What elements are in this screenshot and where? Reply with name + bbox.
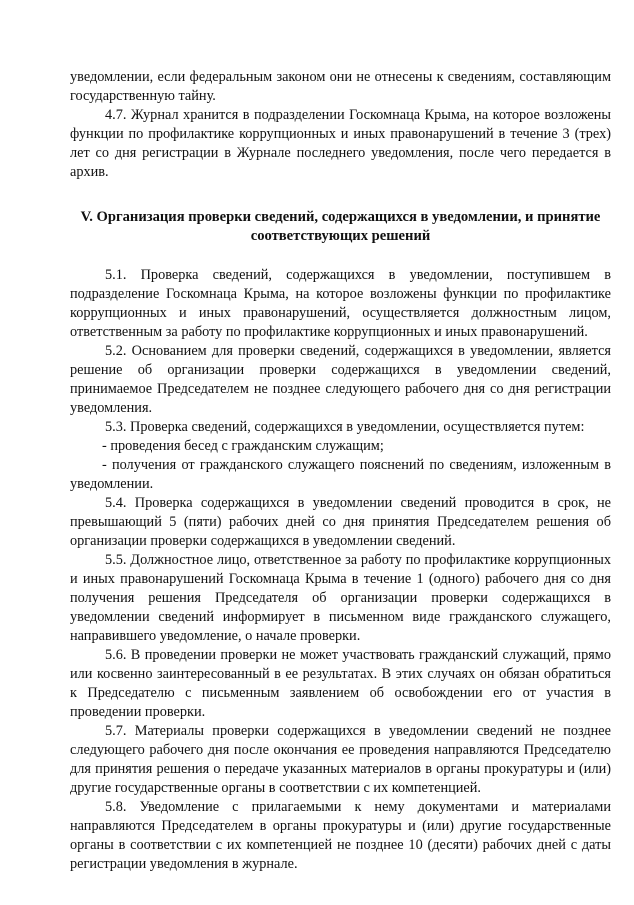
list-item: - получения от гражданского служащего пояснений по сведениям, изложенным в уведомлении. xyxy=(70,457,611,492)
paragraph-5-3: 5.3. Проверка сведений, содержащихся в уведомлении, осуществляется путем: xyxy=(105,419,585,435)
paragraph-5-8: 5.8. Уведомление с прилагаемыми к нему документами и материалами направляются Председателем в органы прокуратуры и (или) другие государственные органы в соответствии с их компетенцией не позднее 10 (десяти) рабочих дней с даты регистрации уведомления в журнале. xyxy=(70,799,611,872)
document-page xyxy=(70,68,611,874)
paragraph-5-7: 5.7. Материалы проверки содержащихся в уведомлении сведений не позднее следующего рабочего дня после окончания ее проведения направляются Председателю для принятия решения о передаче указанных материалов в органы прокуратуры и (или) другие государственные органы в соответствии с их компетенцией. xyxy=(70,723,611,796)
paragraph-5-5: 5.5. Должностное лицо, ответственное за работу по профилактике коррупционных и иных правонарушений Госкомнаца Крыма в течение 1 (одного) рабочего дня со дня получения решения Председателя об организации проверки содержащихся в уведомлении сведений информирует в письменном виде гражданского служащего, направившего уведомление, о начале проверки. xyxy=(70,552,611,644)
paragraph-5-4: 5.4. Проверка содержащихся в уведомлении сведений проводится в срок, не превышающий 5 (пяти) рабочих дней со дня принятия Председателем решения об организации проверки содержащихся в уведомлении сведений. xyxy=(70,495,611,549)
paragraph-continuation: уведомлении, если федеральным законом они не отнесены к сведениям, составляющим государственную тайну. xyxy=(70,69,611,104)
paragraph-5-1: 5.1. Проверка сведений, содержащихся в уведомлении, поступившем в подразделение Госкомнаца Крыма, на которое возложены функции по профилактике коррупционных и иных правонарушений, осуществляется должностным лицом, ответственным за работу по профилактике коррупционных и иных правонарушений. xyxy=(70,267,611,340)
paragraph-5-6: 5.6. В проведении проверки не может участвовать гражданский служащий, прямо или косвенно заинтересованный в ее результатах. В этих случаях он обязан обратиться к Председателю с письменным заявлением об освобождении его от участия в проведении проверки. xyxy=(70,647,611,720)
list-item: - проведения бесед с гражданским служащим; xyxy=(102,438,384,454)
section-heading: V. Организация проверки сведений, содержащихся в уведомлении, и принятие соответствующих решений xyxy=(80,209,601,244)
paragraph-5-2: 5.2. Основанием для проверки сведений, содержащихся в уведомлении, является решение об организации проверки содержащихся в уведомлении сведений, принимаемое Председателем не позднее следующего рабочего дня со дня регистрации уведомления. xyxy=(70,343,611,416)
paragraph-4-7: 4.7. Журнал хранится в подразделении Госкомнаца Крыма, на которое возложены функции по профилактике коррупционных и иных правонарушений в течение 3 (трех) лет со дня регистрации в Журнале последнего уведомления, после чего передается в архив. xyxy=(70,107,611,180)
